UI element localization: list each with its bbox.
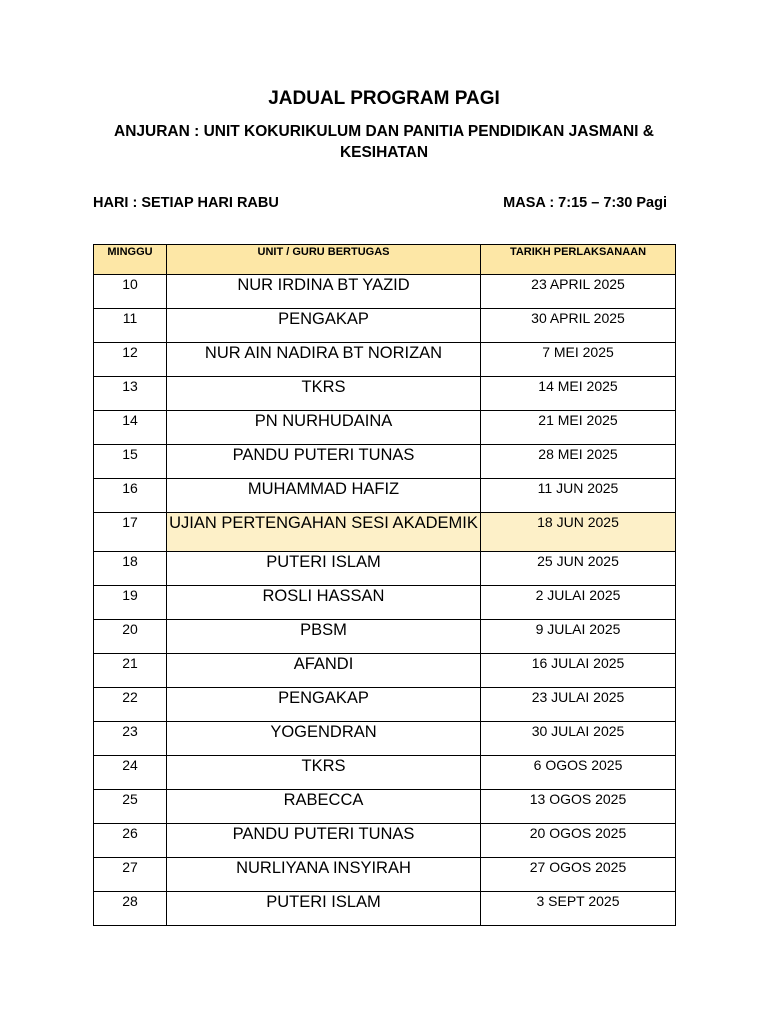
- day-info: HARI : SETIAP HARI RABU: [93, 195, 279, 211]
- week-number: 25: [94, 790, 167, 824]
- column-header-tarikh: TARIKH PERLAKSANAAN: [481, 245, 676, 275]
- program-date: 21 MEI 2025: [481, 411, 676, 445]
- week-number: 24: [94, 756, 167, 790]
- table-row: [94, 688, 676, 722]
- table-row: [94, 756, 676, 790]
- week-number: 11: [94, 309, 167, 343]
- unit-name: ROSLI HASSAN: [167, 586, 481, 620]
- unit-name: NUR IRDINA BT YAZID: [167, 275, 481, 309]
- program-date: 14 MEI 2025: [481, 377, 676, 411]
- column-header-minggu: MINGGU: [94, 245, 167, 275]
- program-date: 30 APRIL 2025: [481, 309, 676, 343]
- unit-name: RABECCA: [167, 790, 481, 824]
- column-header-unit: UNIT / GURU BERTUGAS: [167, 245, 481, 275]
- unit-name: NURLIYANA INSYIRAH: [167, 858, 481, 892]
- program-date: 9 JULAI 2025: [481, 620, 676, 654]
- table-row: [94, 722, 676, 756]
- page-subtitle: ANJURAN : UNIT KOKURIKULUM DAN PANITIA PENDIDIKAN JASMANI & KESIHATAN: [114, 123, 654, 161]
- program-date: 6 OGOS 2025: [481, 756, 676, 790]
- program-date: 25 JUN 2025: [481, 552, 676, 586]
- unit-name: PENGAKAP: [167, 309, 481, 343]
- table-row: [94, 790, 676, 824]
- week-number: 22: [94, 688, 167, 722]
- table-row: [94, 552, 676, 586]
- program-date: 11 JUN 2025: [481, 479, 676, 513]
- table-row: [94, 377, 676, 411]
- table-row: [94, 858, 676, 892]
- unit-name: TKRS: [167, 377, 481, 411]
- unit-name: MUHAMMAD HAFIZ: [167, 479, 481, 513]
- program-date: 3 SEPT 2025: [481, 892, 676, 926]
- unit-name: PENGAKAP: [167, 688, 481, 722]
- program-date: 13 OGOS 2025: [481, 790, 676, 824]
- program-date: 23 JULAI 2025: [481, 688, 676, 722]
- table-row: [94, 513, 676, 552]
- table-row: [94, 892, 676, 926]
- unit-name: PANDU PUTERI TUNAS: [167, 445, 481, 479]
- table-row: [94, 411, 676, 445]
- program-date: 28 MEI 2025: [481, 445, 676, 479]
- unit-name: UJIAN PERTENGAHAN SESI AKADEMIK: [167, 513, 481, 552]
- table-row: [94, 824, 676, 858]
- week-number: 18: [94, 552, 167, 586]
- program-date: 30 JULAI 2025: [481, 722, 676, 756]
- table-row: [94, 309, 676, 343]
- table-row: [94, 620, 676, 654]
- unit-name: AFANDI: [167, 654, 481, 688]
- table-row: [94, 445, 676, 479]
- program-date: 20 OGOS 2025: [481, 824, 676, 858]
- table-row: [94, 479, 676, 513]
- program-date: 18 JUN 2025: [481, 513, 676, 552]
- unit-name: PANDU PUTERI TUNAS: [167, 824, 481, 858]
- program-date: 27 OGOS 2025: [481, 858, 676, 892]
- unit-name: PUTERI ISLAM: [167, 552, 481, 586]
- week-number: 27: [94, 858, 167, 892]
- schedule-body: [94, 275, 676, 926]
- program-date: 2 JULAI 2025: [481, 586, 676, 620]
- unit-name: NUR AIN NADIRA BT NORIZAN: [167, 343, 481, 377]
- table-row: [94, 654, 676, 688]
- week-number: 13: [94, 377, 167, 411]
- week-number: 14: [94, 411, 167, 445]
- schedule-table: [93, 244, 676, 926]
- unit-name: PN NURHUDAINA: [167, 411, 481, 445]
- week-number: 15: [94, 445, 167, 479]
- unit-name: YOGENDRAN: [167, 722, 481, 756]
- week-number: 28: [94, 892, 167, 926]
- week-number: 23: [94, 722, 167, 756]
- unit-name: TKRS: [167, 756, 481, 790]
- program-date: 23 APRIL 2025: [481, 275, 676, 309]
- page-title: JADUAL PROGRAM PAGI: [268, 88, 500, 109]
- week-number: 10: [94, 275, 167, 309]
- program-date: 16 JULAI 2025: [481, 654, 676, 688]
- week-number: 21: [94, 654, 167, 688]
- week-number: 20: [94, 620, 167, 654]
- unit-name: PUTERI ISLAM: [167, 892, 481, 926]
- week-number: 12: [94, 343, 167, 377]
- program-date: 7 MEI 2025: [481, 343, 676, 377]
- unit-name: PBSM: [167, 620, 481, 654]
- week-number: 26: [94, 824, 167, 858]
- table-header-row: [94, 245, 676, 275]
- table-row: [94, 586, 676, 620]
- table-row: [94, 275, 676, 309]
- week-number: 17: [94, 513, 167, 552]
- week-number: 19: [94, 586, 167, 620]
- table-row: [94, 343, 676, 377]
- week-number: 16: [94, 479, 167, 513]
- time-info: MASA : 7:15 – 7:30 Pagi: [503, 195, 667, 211]
